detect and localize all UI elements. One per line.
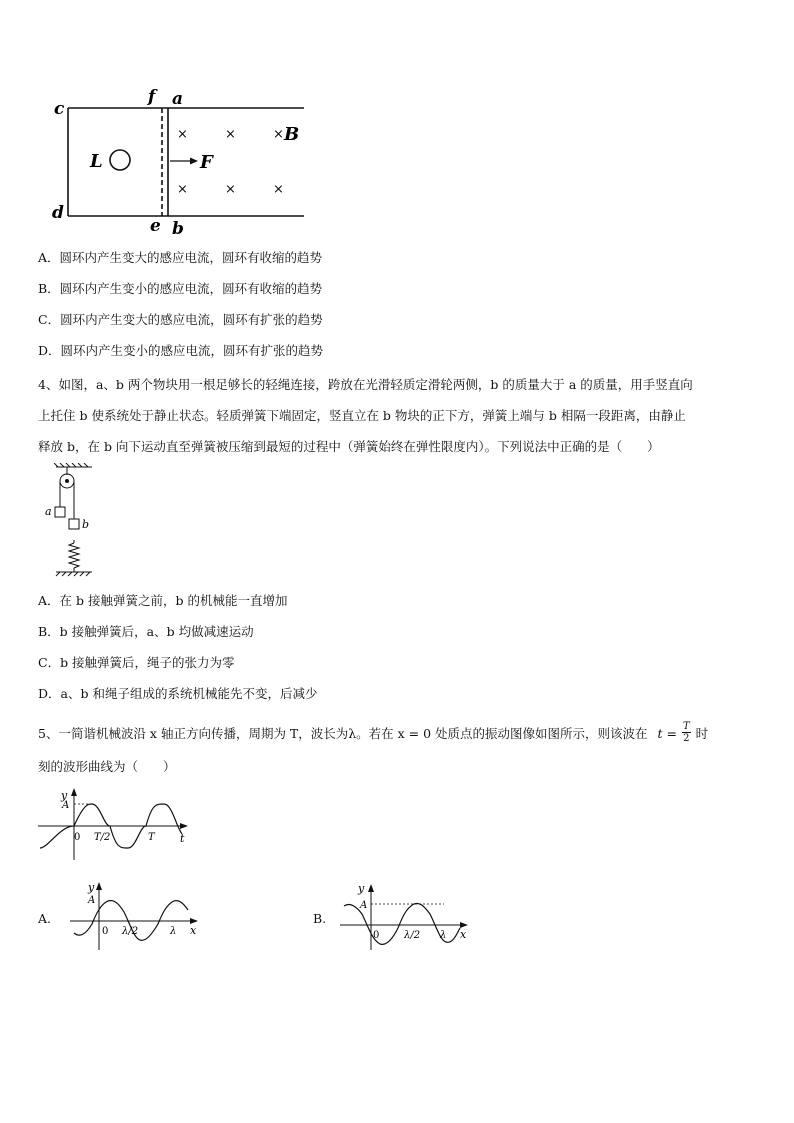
block-b-label: b xyxy=(82,518,90,531)
opt-a-half-label: λ/2 xyxy=(122,926,139,937)
svg-text:×: × xyxy=(273,182,284,197)
q5-fraction xyxy=(682,721,691,744)
q5-t-expr: t = xyxy=(657,726,678,741)
opt-a-y-label: y xyxy=(88,881,95,894)
opt-a-amplitude-label: A xyxy=(88,895,96,906)
opt-a-x-axis-label: x xyxy=(190,924,197,937)
q5-frac-den: 2 xyxy=(683,733,690,744)
opt-b-half-label: λ/2 xyxy=(404,930,421,941)
q4-option-b: B．b 接触弹簧后，a、b 均做减速运动 xyxy=(38,624,254,639)
q5-line-1-end: 时 xyxy=(695,726,709,741)
label-d: d xyxy=(52,203,64,223)
q5-vibration-graph xyxy=(36,784,196,862)
q3-option-b: B．圆环内产生变小的感应电流，圆环有收缩的趋势 xyxy=(38,281,323,296)
label-B: B xyxy=(284,124,300,145)
opt-b-origin-label: 0 xyxy=(373,930,380,941)
svg-text:×: × xyxy=(177,182,188,197)
q5-option-b-letter: B. xyxy=(313,911,327,926)
opt-a-full-label: λ xyxy=(170,926,177,937)
graph-period-label: T xyxy=(148,832,155,843)
figure-pulley-spring xyxy=(40,463,110,581)
opt-b-amplitude-label: A xyxy=(360,900,368,911)
q4-line-3: 释放 b，在 b 向下运动直至弹簧被压缩到最短的过程中（弹簧始终在弹性限度内）。下列说法中正确的是（ ） xyxy=(38,439,660,454)
q5-line-1 xyxy=(38,723,708,746)
label-e: e xyxy=(150,216,161,236)
q5-line-2: 刻的波形曲线为（ ） xyxy=(38,759,176,774)
q5-line-1-text: 5、一简谐机械波沿 x 轴正方向传播，周期为 T，波长为λ。若在 x = 0 处质点的振动图像如图所示，则该波在 xyxy=(38,726,648,741)
figure-rail-circuit xyxy=(40,82,320,242)
svg-text:×: × xyxy=(225,127,236,142)
q4-line-1: 4、如图，a、b 两个物块用一根足够长的轻绳连接，跨放在光滑轻质定滑轮两侧，b 的质量大于 a 的质量，用手竖直向 xyxy=(38,377,693,392)
q4-option-d: D．a、b 和绳子组成的系统机械能先不变，后减少 xyxy=(38,686,318,701)
svg-text:×: × xyxy=(273,127,284,142)
q3-option-d: D．圆环内产生变小的感应电流，圆环有扩张的趋势 xyxy=(38,343,324,358)
svg-text:×: × xyxy=(225,182,236,197)
q5-frac-num: T xyxy=(683,721,690,732)
opt-b-y-label: y xyxy=(358,882,365,895)
graph-t-axis-label: t xyxy=(180,832,185,845)
q4-option-c: C．b 接触弹簧后，绳子的张力为零 xyxy=(38,655,235,670)
graph-origin-label: 0 xyxy=(74,832,81,843)
block-a-label: a xyxy=(45,505,52,518)
label-L: L xyxy=(90,151,103,172)
q5-option-b-graph xyxy=(336,880,476,952)
graph-amplitude-label: A xyxy=(62,800,70,811)
graph-half-period-label: T/2 xyxy=(94,832,111,843)
label-F: F xyxy=(200,152,213,173)
opt-a-origin-label: 0 xyxy=(102,926,109,937)
opt-b-x-axis-label: x xyxy=(460,928,467,941)
q5-option-a-graph xyxy=(66,878,206,952)
q4-option-a: A．在 b 接触弹簧之前，b 的机械能一直增加 xyxy=(38,593,288,608)
label-a: a xyxy=(172,89,184,109)
label-f: f xyxy=(148,87,156,107)
opt-b-full-label: λ xyxy=(440,930,447,941)
q5-option-a-letter: A. xyxy=(38,911,52,926)
label-c: c xyxy=(54,99,65,119)
graph-y-label: y xyxy=(61,789,68,802)
svg-text:×: × xyxy=(177,127,188,142)
q3-option-c: C．圆环内产生变大的感应电流，圆环有扩张的趋势 xyxy=(38,312,323,327)
label-b: b xyxy=(172,219,184,239)
q3-option-a: A．圆环内产生变大的感应电流，圆环有收缩的趋势 xyxy=(38,250,323,265)
q4-line-2: 上托住 b 使系统处于静止状态。轻质弹簧下端固定，竖直立在 b 物块的正下方，弹簧上端与 b 相隔一段距离，由静止 xyxy=(38,408,686,423)
